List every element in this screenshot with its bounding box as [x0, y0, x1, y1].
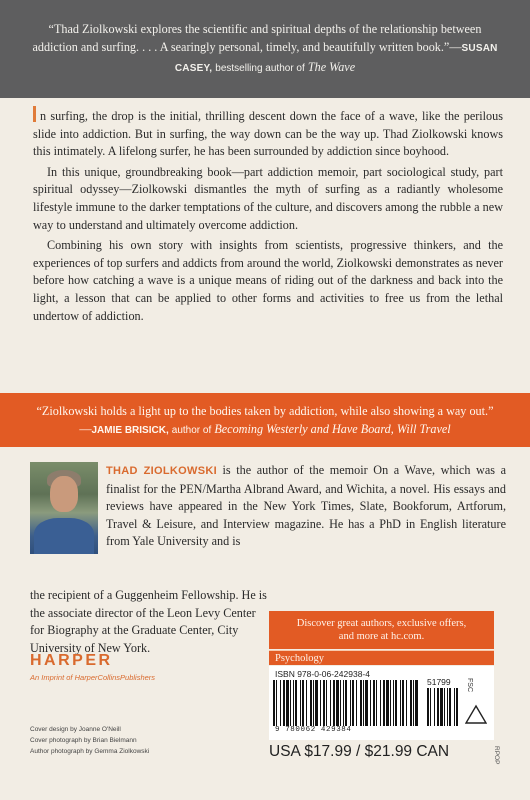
- top-quote-note: bestselling author of: [215, 63, 305, 74]
- middle-quote-dash: —: [79, 422, 92, 436]
- top-quote-dash: —: [449, 40, 462, 54]
- middle-quote-title: Becoming Westerly and Have Board, Will Travel: [214, 422, 451, 436]
- top-quote-author: SUSAN CASEY,: [174, 43, 498, 74]
- author-bio: [106, 462, 506, 551]
- credit-line: Author photograph by Gemma Ziolkowski: [30, 748, 150, 755]
- top-quote-text: “Thad Ziolkowski explores the scientific and spiritual depths of the relationship between addiction and surfing. . . . A searingly personal, timely, and beautifully written book.”: [32, 22, 482, 54]
- description-text-1: n surfing, the drop is the initial, thrilling descent down the face of a wave, like the perilous slide into addiction. But in surfing, the way down can be the way up. Thad Ziolkowski knows this intimately. A lifelong surfer, he has been surrounded by addiction since boyhood.: [33, 109, 503, 159]
- description-paragraph-3: Combining his own story with insights from scientists, progressive thinkers, and the experiences of top surfers and addicts from around the world, Ziolkowski demonstrates as never before how catching a wave is a unique means of riding out of the darkness and back into the light, a lesson that can be applied to other forms and activities to free us from the lethal undertow of addiction.: [33, 238, 503, 323]
- author-bio-text: is the author of the memoir On a Wave, which was a finalist for the PEN/Martha Albrand Award, and Wichita, a novel. His essays and reviews have appeared in the New York Times, Slate, Bookforum, Artforum, Travel & Leisure, and Interview magazine. He has a PhD in English literature from Yale University and is: [106, 463, 506, 549]
- isbn-number: ISBN 978-0-06-242938-4: [275, 669, 370, 679]
- promo-line-1: Discover great authors, exclusive offers,: [296, 618, 467, 629]
- price-barcode: [427, 688, 461, 726]
- cover-credits: [30, 724, 250, 757]
- top-quote-title: The Wave: [307, 60, 356, 74]
- promo-box: [269, 611, 494, 649]
- publisher-logo: HARPER: [30, 652, 113, 669]
- dropcap-mark: [33, 106, 36, 122]
- description-paragraph-2: In this unique, groundbreaking book—part addiction memoir, part sociological study, part spiritual odyssey—Ziolkowski dismantles the myth of surfing as a radiantly wholesome lifestyle immune to the darker temptations of the culture, and discovers among the rubble a new way to understand and ultimately overcome addiction.: [33, 164, 503, 232]
- fsc-mark: FSC: [466, 678, 473, 692]
- category-label: Psychology: [269, 650, 494, 665]
- book-description: [33, 106, 503, 328]
- price-code: 51799: [427, 677, 451, 687]
- middle-quote-author: JAMIE BRISICK,: [91, 425, 169, 436]
- top-quote-band: [0, 0, 530, 98]
- publisher-imprint: An Imprint of HarperCollinsPublishers: [30, 673, 156, 682]
- price: USA $17.99 / $21.99 CAN: [269, 743, 450, 760]
- barcode-area: [269, 666, 494, 740]
- description-paragraph-1: [33, 106, 503, 161]
- side-mark: RPOP: [493, 746, 500, 765]
- middle-quote-text: “Ziolkowski holds a light up to the bodies taken by addiction, while also showing a way out.”: [36, 404, 494, 418]
- credit-line: Cover design by Joanne O'Neill: [30, 726, 121, 733]
- triangle-icon: [465, 704, 487, 724]
- middle-quote-note: author of: [171, 425, 212, 436]
- author-bio-continued: the recipient of a Guggenheim Fellowship. He is the associate director of the Leon Levy Center for Biography at the Graduate Center, City University of New York.: [30, 588, 267, 655]
- author-name: THAD ZIOLKOWSKI: [106, 465, 217, 477]
- barcode-digits: 9 780062 429384: [275, 726, 352, 734]
- promo-line-2: and more at hc.com.: [338, 631, 425, 642]
- isbn-barcode: [273, 680, 421, 726]
- credit-line: Cover photograph by Brian Bielmann: [30, 737, 137, 744]
- author-photo: [30, 462, 98, 554]
- middle-quote-band: [0, 393, 530, 447]
